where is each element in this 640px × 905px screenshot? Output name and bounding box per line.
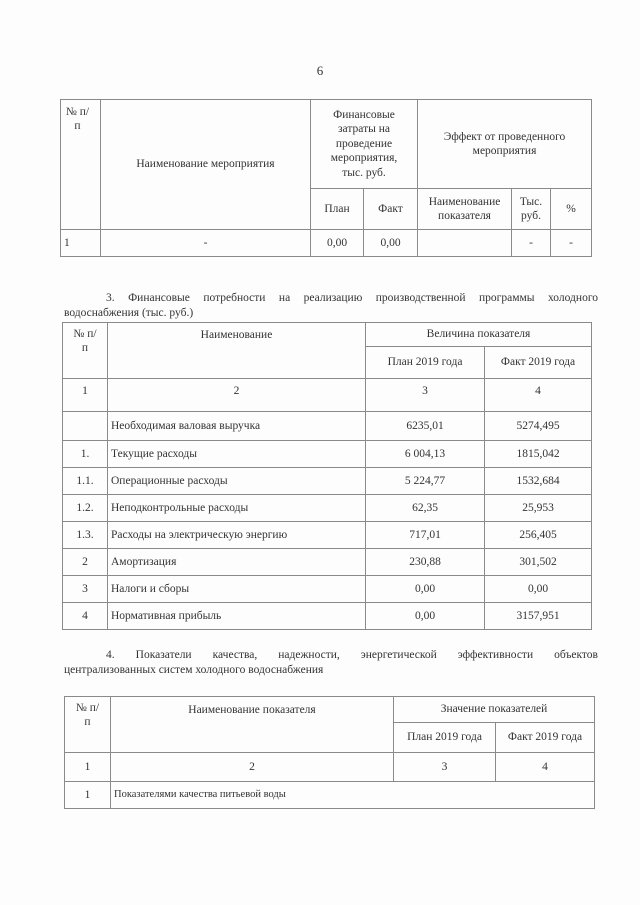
row-name: Амортизация: [108, 549, 366, 576]
table-row: [63, 522, 592, 549]
table-row: [63, 468, 592, 495]
table-row: [61, 230, 592, 257]
col-number: 4: [496, 753, 595, 782]
header-fact-2019: Факт 2019 года: [496, 723, 595, 753]
header-thousand-rub: Тыс. руб.: [512, 189, 551, 230]
row-name: Текущие расходы: [108, 441, 366, 468]
header-fact-2019: Факт 2019 года: [485, 347, 592, 379]
row-name: Операционные расходы: [108, 468, 366, 495]
row-num: 1.2.: [63, 495, 108, 522]
col-number: 4: [485, 379, 592, 412]
row-fact: 5274,495: [485, 412, 592, 441]
section-4-line-2: централизованных систем холодного водоснабжения: [64, 664, 324, 676]
header-name: Наименование: [108, 323, 366, 379]
row-fact: 1815,042: [485, 441, 592, 468]
table-row: [63, 441, 592, 468]
col-number: 3: [366, 379, 485, 412]
header-num: № п/п: [65, 697, 111, 753]
col-number: 1: [63, 379, 108, 412]
row-fact: 25,953: [485, 495, 592, 522]
row-name: -: [101, 230, 311, 257]
table-row: [63, 576, 592, 603]
header-plan: План: [311, 189, 364, 230]
table-row: [63, 603, 592, 630]
financial-needs-table: [62, 322, 592, 630]
row-thous: -: [512, 230, 551, 257]
row-num: 3: [63, 576, 108, 603]
header-indicator-value: Величина показателя: [366, 323, 592, 347]
header-fact: Факт: [364, 189, 418, 230]
row-num: 1.3.: [63, 522, 108, 549]
section-3-line-1: 3. Финансовые потребности на реализацию производственной программы холодного: [106, 292, 598, 304]
row-num: 1: [65, 782, 111, 809]
column-numbers-row: [65, 753, 595, 782]
col-number: 1: [65, 753, 111, 782]
section-3-line-2: водоснабжения (тыс. руб.): [64, 307, 194, 319]
row-plan: 0,00: [311, 230, 364, 257]
header-indicator-values: Значение показателей: [394, 697, 595, 723]
header-effect: Эффект от проведенного мероприятия: [418, 100, 592, 189]
row-num: 1: [61, 230, 101, 257]
row-indicator: [418, 230, 512, 257]
row-fact: 301,502: [485, 549, 592, 576]
col-number: 2: [111, 753, 394, 782]
col-number: 2: [108, 379, 366, 412]
header-plan-2019: План 2019 года: [394, 723, 496, 753]
section-3-heading: [64, 291, 598, 321]
row-fact: 0,00: [485, 576, 592, 603]
quality-indicators-table: [64, 696, 595, 809]
table-row: [63, 495, 592, 522]
row-name: Неподконтрольные расходы: [108, 495, 366, 522]
header-num: № п/п: [61, 100, 101, 230]
col-number: 3: [394, 753, 496, 782]
header-financial-costs: Финансовые затраты на проведение мероприятия, тыс. руб.: [311, 100, 418, 189]
section-4-line-1: 4. Показатели качества, надежности, энергетической эффективности объектов: [106, 649, 598, 661]
row-plan: 6 004,13: [366, 441, 485, 468]
row-percent: -: [551, 230, 592, 257]
row-name: Расходы на электрическую энергию: [108, 522, 366, 549]
row-plan: 6235,01: [366, 412, 485, 441]
row-num: 4: [63, 603, 108, 630]
row-name: Нормативная прибыль: [108, 603, 366, 630]
row-plan: 62,35: [366, 495, 485, 522]
table-row: [65, 782, 595, 809]
row-plan: 0,00: [366, 603, 485, 630]
row-fact: 1532,684: [485, 468, 592, 495]
row-num: [63, 412, 108, 441]
measures-table: [60, 99, 592, 257]
row-name: Налоги и сборы: [108, 576, 366, 603]
page-number: 6: [316, 63, 324, 78]
row-num: 2: [63, 549, 108, 576]
row-name: Необходимая валовая выручка: [108, 412, 366, 441]
row-plan: 5 224,77: [366, 468, 485, 495]
header-plan-2019: План 2019 года: [366, 347, 485, 379]
row-fact: 0,00: [364, 230, 418, 257]
header-indicator-name: Наименование показателя: [418, 189, 512, 230]
row-fact: 256,405: [485, 522, 592, 549]
header-measure-name: Наименование мероприятия: [101, 100, 311, 230]
header-indicator-name: Наименование показателя: [111, 697, 394, 753]
row-plan: 0,00: [366, 576, 485, 603]
row-name: Показателями качества питьевой воды: [111, 782, 595, 809]
row-plan: 230,88: [366, 549, 485, 576]
section-4-heading: [64, 648, 598, 678]
row-num: 1.: [63, 441, 108, 468]
row-fact: 3157,951: [485, 603, 592, 630]
column-numbers-row: [63, 379, 592, 412]
table-row: [63, 412, 592, 441]
header-num: № п/п: [63, 323, 108, 379]
row-plan: 717,01: [366, 522, 485, 549]
table-row: [63, 549, 592, 576]
row-num: 1.1.: [63, 468, 108, 495]
header-percent: %: [551, 189, 592, 230]
